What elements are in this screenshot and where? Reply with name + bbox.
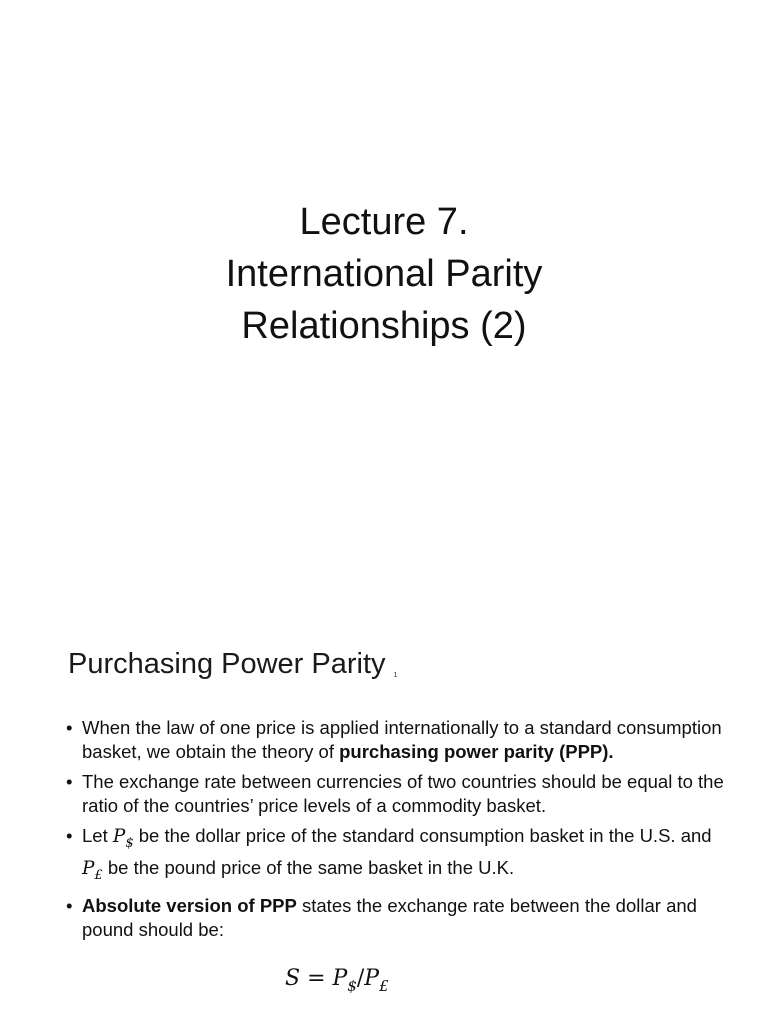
bullet1-bold: purchasing power parity (PPP). [339, 741, 614, 762]
title-line-1: Lecture 7. [299, 201, 469, 243]
dollar-price-symbol [112, 826, 134, 851]
formula-denominator: P [364, 966, 380, 991]
bullet-item-exchange-rate [66, 770, 726, 818]
ppp-formula [285, 965, 389, 1000]
bullet3-text-c: be the pound price of the same basket in the U.K. [102, 857, 515, 878]
slide-title [0, 196, 768, 352]
pound-price-letter: P [82, 858, 95, 879]
pound-subscript: £ [94, 868, 103, 883]
heading-text: Purchasing Power Parity [68, 648, 386, 680]
formula-denominator-sub: £ [379, 977, 389, 995]
bullet1-text: When the law of one price is applied internationally to a standard consumption basket, we obtain the theory of [82, 717, 722, 762]
bullet-item-law-of-one-price [66, 716, 726, 764]
dollar-subscript: $ [125, 836, 134, 851]
title-line-2: International Parity [225, 253, 543, 295]
bullet2-text: The exchange rate between currencies of two countries should be equal to the ratio of the countries’ price levels of a commodity basket. [82, 771, 724, 816]
slide-number: 1 [393, 672, 398, 679]
bullet4-text: states the exchange rate between the dollar and pound should be: [82, 895, 697, 940]
formula-numerator: P [332, 966, 348, 991]
formula-lhs: S [285, 966, 301, 991]
pound-price-symbol [82, 858, 103, 883]
bullet-list [66, 716, 726, 948]
dollar-price-letter: P [112, 826, 126, 847]
bullet3-text-a: Let [82, 825, 113, 846]
slide-heading [68, 646, 397, 694]
formula-equals: = [300, 966, 333, 991]
bullet3-text-b: be the dollar price of the standard consumption basket in the U.S. and [133, 825, 712, 846]
formula-numerator-sub: $ [347, 977, 357, 995]
content-slide [0, 578, 768, 1024]
bullet-item-absolute-ppp [66, 894, 726, 942]
bullet-item-price-definitions [66, 824, 726, 888]
formula-slash: / [356, 966, 365, 991]
title-line-3: Relationships (2) [241, 305, 527, 347]
bullet4-bold: Absolute version of PPP [82, 895, 297, 916]
